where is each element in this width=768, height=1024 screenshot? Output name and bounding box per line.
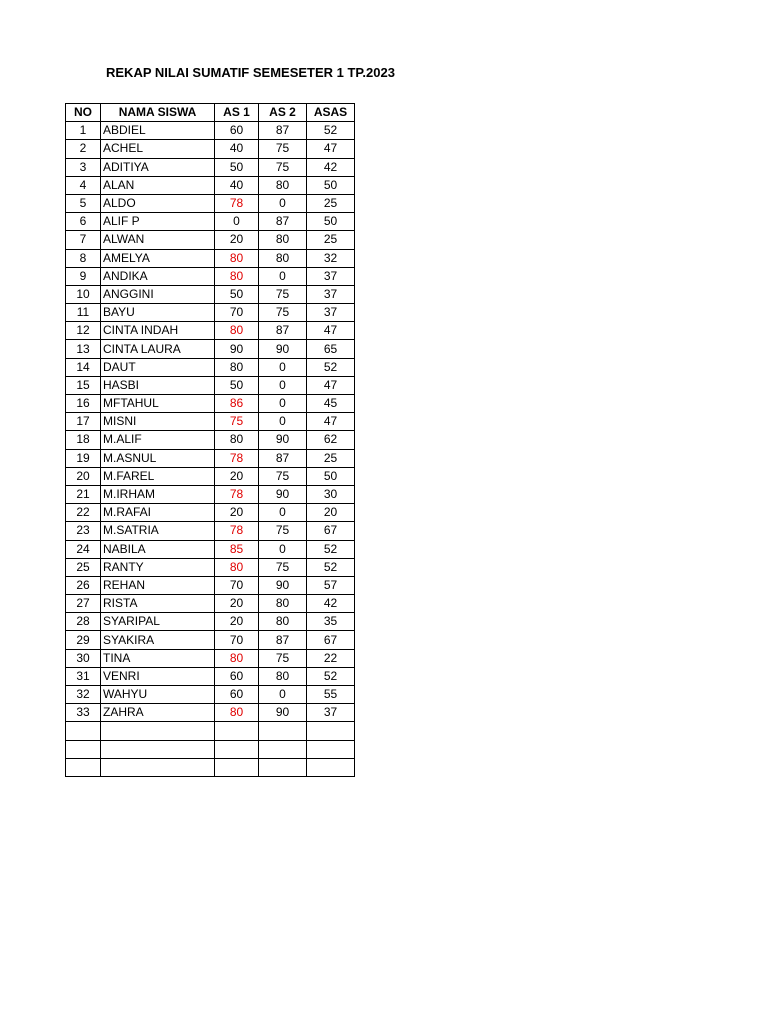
cell-as2: 87 bbox=[259, 449, 307, 467]
cell-as2: 0 bbox=[259, 413, 307, 431]
table-row bbox=[66, 431, 355, 449]
table-row bbox=[66, 358, 355, 376]
cell-as1: 20 bbox=[215, 467, 259, 485]
table-row bbox=[66, 686, 355, 704]
cell-asas: 47 bbox=[307, 322, 355, 340]
cell-as2: 75 bbox=[259, 522, 307, 540]
table-row bbox=[66, 194, 355, 212]
cell-name: CINTA INDAH bbox=[101, 322, 215, 340]
cell-asas: 47 bbox=[307, 413, 355, 431]
cell-as1: 80 bbox=[215, 649, 259, 667]
table-row bbox=[66, 376, 355, 394]
cell-name bbox=[101, 740, 215, 758]
cell-as1: 78 bbox=[215, 449, 259, 467]
table-row bbox=[66, 140, 355, 158]
cell-name: SYAKIRA bbox=[101, 631, 215, 649]
cell-no: 11 bbox=[66, 304, 101, 322]
cell-name: DAUT bbox=[101, 358, 215, 376]
cell-as2: 75 bbox=[259, 140, 307, 158]
cell-no: 30 bbox=[66, 649, 101, 667]
cell-name: WAHYU bbox=[101, 686, 215, 704]
cell-name: BAYU bbox=[101, 304, 215, 322]
cell-as1: 78 bbox=[215, 485, 259, 503]
table-row bbox=[66, 413, 355, 431]
table-row bbox=[66, 558, 355, 576]
cell-as1: 60 bbox=[215, 122, 259, 140]
cell-as1 bbox=[215, 740, 259, 758]
cell-as2: 90 bbox=[259, 576, 307, 594]
cell-as2: 0 bbox=[259, 540, 307, 558]
cell-as2: 90 bbox=[259, 704, 307, 722]
cell-as1 bbox=[215, 758, 259, 776]
cell-as2: 0 bbox=[259, 504, 307, 522]
cell-as1: 70 bbox=[215, 631, 259, 649]
cell-asas: 52 bbox=[307, 358, 355, 376]
cell-name bbox=[101, 758, 215, 776]
cell-asas: 67 bbox=[307, 522, 355, 540]
cell-asas: 25 bbox=[307, 449, 355, 467]
cell-asas: 37 bbox=[307, 285, 355, 303]
table-row bbox=[66, 304, 355, 322]
cell-asas: 52 bbox=[307, 667, 355, 685]
cell-asas: 65 bbox=[307, 340, 355, 358]
cell-as1: 50 bbox=[215, 376, 259, 394]
cell-no: 25 bbox=[66, 558, 101, 576]
table-row bbox=[66, 631, 355, 649]
cell-asas: 52 bbox=[307, 122, 355, 140]
cell-no: 31 bbox=[66, 667, 101, 685]
table-row bbox=[66, 595, 355, 613]
cell-as2: 90 bbox=[259, 340, 307, 358]
table-row bbox=[66, 722, 355, 740]
cell-as2: 0 bbox=[259, 395, 307, 413]
cell-as1: 80 bbox=[215, 267, 259, 285]
cell-no: 16 bbox=[66, 395, 101, 413]
cell-no: 21 bbox=[66, 485, 101, 503]
table-row bbox=[66, 213, 355, 231]
cell-as1: 70 bbox=[215, 304, 259, 322]
cell-name: M.IRHAM bbox=[101, 485, 215, 503]
cell-as2: 87 bbox=[259, 122, 307, 140]
cell-asas: 25 bbox=[307, 194, 355, 212]
cell-no: 18 bbox=[66, 431, 101, 449]
cell-as2: 90 bbox=[259, 485, 307, 503]
table-row bbox=[66, 231, 355, 249]
cell-no: 12 bbox=[66, 322, 101, 340]
cell-as2: 0 bbox=[259, 194, 307, 212]
header-asas: ASAS bbox=[307, 104, 355, 122]
cell-no: 9 bbox=[66, 267, 101, 285]
cell-as1: 20 bbox=[215, 595, 259, 613]
table-row bbox=[66, 122, 355, 140]
cell-as1: 90 bbox=[215, 340, 259, 358]
cell-asas: 45 bbox=[307, 395, 355, 413]
cell-name: REHAN bbox=[101, 576, 215, 594]
cell-name: RISTA bbox=[101, 595, 215, 613]
cell-as2: 80 bbox=[259, 249, 307, 267]
table-body bbox=[66, 122, 355, 777]
cell-name: MISNI bbox=[101, 413, 215, 431]
cell-name: ADITIYA bbox=[101, 158, 215, 176]
cell-asas: 52 bbox=[307, 540, 355, 558]
cell-as1: 50 bbox=[215, 285, 259, 303]
cell-name: M.RAFAI bbox=[101, 504, 215, 522]
cell-as2: 90 bbox=[259, 431, 307, 449]
table-row bbox=[66, 522, 355, 540]
cell-as1: 86 bbox=[215, 395, 259, 413]
cell-no: 5 bbox=[66, 194, 101, 212]
cell-as2: 80 bbox=[259, 231, 307, 249]
table-row bbox=[66, 649, 355, 667]
cell-as1: 78 bbox=[215, 522, 259, 540]
page-title: REKAP NILAI SUMATIF SEMESETER 1 TP.2023 bbox=[106, 65, 395, 80]
table-row bbox=[66, 322, 355, 340]
cell-no: 26 bbox=[66, 576, 101, 594]
cell-as2 bbox=[259, 758, 307, 776]
header-as2: AS 2 bbox=[259, 104, 307, 122]
cell-no: 24 bbox=[66, 540, 101, 558]
cell-no: 10 bbox=[66, 285, 101, 303]
cell-no: 23 bbox=[66, 522, 101, 540]
cell-no: 17 bbox=[66, 413, 101, 431]
cell-as2: 87 bbox=[259, 631, 307, 649]
cell-no: 8 bbox=[66, 249, 101, 267]
cell-as1: 20 bbox=[215, 504, 259, 522]
table-row bbox=[66, 740, 355, 758]
header-row bbox=[66, 104, 355, 122]
cell-no bbox=[66, 722, 101, 740]
header-no: NO bbox=[66, 104, 101, 122]
table-row bbox=[66, 449, 355, 467]
table-row bbox=[66, 267, 355, 285]
cell-asas: 32 bbox=[307, 249, 355, 267]
cell-asas: 47 bbox=[307, 376, 355, 394]
cell-name: ANGGINI bbox=[101, 285, 215, 303]
cell-as1: 40 bbox=[215, 176, 259, 194]
cell-name: SYARIPAL bbox=[101, 613, 215, 631]
cell-as1: 0 bbox=[215, 213, 259, 231]
cell-name: NABILA bbox=[101, 540, 215, 558]
cell-as1: 40 bbox=[215, 140, 259, 158]
cell-as1: 80 bbox=[215, 431, 259, 449]
cell-name: ACHEL bbox=[101, 140, 215, 158]
cell-no: 14 bbox=[66, 358, 101, 376]
cell-asas: 20 bbox=[307, 504, 355, 522]
cell-as1: 85 bbox=[215, 540, 259, 558]
cell-as2: 0 bbox=[259, 358, 307, 376]
cell-as2: 0 bbox=[259, 267, 307, 285]
cell-as2: 75 bbox=[259, 158, 307, 176]
cell-as2: 87 bbox=[259, 213, 307, 231]
cell-no: 15 bbox=[66, 376, 101, 394]
cell-as1: 75 bbox=[215, 413, 259, 431]
cell-as1: 80 bbox=[215, 704, 259, 722]
table-row bbox=[66, 576, 355, 594]
cell-no: 28 bbox=[66, 613, 101, 631]
table-row bbox=[66, 395, 355, 413]
cell-name: HASBI bbox=[101, 376, 215, 394]
cell-as2: 75 bbox=[259, 285, 307, 303]
table-row bbox=[66, 485, 355, 503]
cell-as2: 75 bbox=[259, 558, 307, 576]
cell-no: 6 bbox=[66, 213, 101, 231]
cell-as1: 80 bbox=[215, 249, 259, 267]
cell-asas: 37 bbox=[307, 704, 355, 722]
cell-asas: 47 bbox=[307, 140, 355, 158]
cell-name: ALAN bbox=[101, 176, 215, 194]
cell-name: MFTAHUL bbox=[101, 395, 215, 413]
cell-asas: 42 bbox=[307, 158, 355, 176]
cell-name: ALIF P bbox=[101, 213, 215, 231]
cell-no: 33 bbox=[66, 704, 101, 722]
cell-as2: 75 bbox=[259, 304, 307, 322]
table-row bbox=[66, 504, 355, 522]
cell-as2: 80 bbox=[259, 595, 307, 613]
cell-asas: 50 bbox=[307, 213, 355, 231]
cell-name: ALWAN bbox=[101, 231, 215, 249]
cell-as1: 80 bbox=[215, 322, 259, 340]
cell-as2: 80 bbox=[259, 667, 307, 685]
cell-as2: 80 bbox=[259, 613, 307, 631]
cell-asas: 57 bbox=[307, 576, 355, 594]
cell-as2 bbox=[259, 740, 307, 758]
cell-name bbox=[101, 722, 215, 740]
cell-no: 32 bbox=[66, 686, 101, 704]
cell-name: ALDO bbox=[101, 194, 215, 212]
cell-name: M.ASNUL bbox=[101, 449, 215, 467]
cell-no: 7 bbox=[66, 231, 101, 249]
cell-as1: 70 bbox=[215, 576, 259, 594]
cell-as2: 0 bbox=[259, 686, 307, 704]
table-row bbox=[66, 176, 355, 194]
cell-no: 20 bbox=[66, 467, 101, 485]
cell-asas: 52 bbox=[307, 558, 355, 576]
cell-as2: 75 bbox=[259, 467, 307, 485]
table-row bbox=[66, 158, 355, 176]
cell-no: 4 bbox=[66, 176, 101, 194]
cell-as1 bbox=[215, 722, 259, 740]
cell-as2: 75 bbox=[259, 649, 307, 667]
cell-as1: 80 bbox=[215, 558, 259, 576]
table-row bbox=[66, 467, 355, 485]
cell-no: 27 bbox=[66, 595, 101, 613]
cell-asas: 37 bbox=[307, 267, 355, 285]
header-name: NAMA SISWA bbox=[101, 104, 215, 122]
cell-asas: 25 bbox=[307, 231, 355, 249]
cell-name: M.ALIF bbox=[101, 431, 215, 449]
grades-table bbox=[65, 103, 355, 777]
cell-name: CINTA LAURA bbox=[101, 340, 215, 358]
cell-as1: 50 bbox=[215, 158, 259, 176]
table-row bbox=[66, 540, 355, 558]
table-row bbox=[66, 249, 355, 267]
cell-no bbox=[66, 740, 101, 758]
cell-asas: 22 bbox=[307, 649, 355, 667]
cell-asas: 50 bbox=[307, 176, 355, 194]
cell-name: RANTY bbox=[101, 558, 215, 576]
cell-as1: 20 bbox=[215, 613, 259, 631]
cell-name: M.SATRIA bbox=[101, 522, 215, 540]
cell-no: 3 bbox=[66, 158, 101, 176]
cell-asas: 35 bbox=[307, 613, 355, 631]
table-row bbox=[66, 340, 355, 358]
cell-asas: 67 bbox=[307, 631, 355, 649]
cell-no: 2 bbox=[66, 140, 101, 158]
cell-name: ABDIEL bbox=[101, 122, 215, 140]
cell-as2 bbox=[259, 722, 307, 740]
cell-name: VENRI bbox=[101, 667, 215, 685]
table-row bbox=[66, 613, 355, 631]
table-row bbox=[66, 285, 355, 303]
table-header bbox=[66, 104, 355, 122]
cell-as1: 60 bbox=[215, 686, 259, 704]
cell-no: 29 bbox=[66, 631, 101, 649]
cell-name: M.FAREL bbox=[101, 467, 215, 485]
cell-as2: 87 bbox=[259, 322, 307, 340]
cell-as1: 78 bbox=[215, 194, 259, 212]
cell-name: TINA bbox=[101, 649, 215, 667]
cell-asas bbox=[307, 722, 355, 740]
table-row bbox=[66, 758, 355, 776]
cell-as2: 0 bbox=[259, 376, 307, 394]
header-as1: AS 1 bbox=[215, 104, 259, 122]
cell-no: 13 bbox=[66, 340, 101, 358]
cell-no: 1 bbox=[66, 122, 101, 140]
table-row bbox=[66, 667, 355, 685]
cell-asas: 55 bbox=[307, 686, 355, 704]
cell-asas: 30 bbox=[307, 485, 355, 503]
cell-name: ZAHRA bbox=[101, 704, 215, 722]
cell-as1: 20 bbox=[215, 231, 259, 249]
cell-as1: 60 bbox=[215, 667, 259, 685]
cell-name: AMELYA bbox=[101, 249, 215, 267]
cell-no: 19 bbox=[66, 449, 101, 467]
cell-as2: 80 bbox=[259, 176, 307, 194]
table-row bbox=[66, 704, 355, 722]
cell-no bbox=[66, 758, 101, 776]
cell-as1: 80 bbox=[215, 358, 259, 376]
cell-asas: 37 bbox=[307, 304, 355, 322]
cell-no: 22 bbox=[66, 504, 101, 522]
cell-asas: 62 bbox=[307, 431, 355, 449]
cell-asas: 42 bbox=[307, 595, 355, 613]
cell-asas: 50 bbox=[307, 467, 355, 485]
cell-name: ANDIKA bbox=[101, 267, 215, 285]
cell-asas bbox=[307, 758, 355, 776]
cell-asas bbox=[307, 740, 355, 758]
